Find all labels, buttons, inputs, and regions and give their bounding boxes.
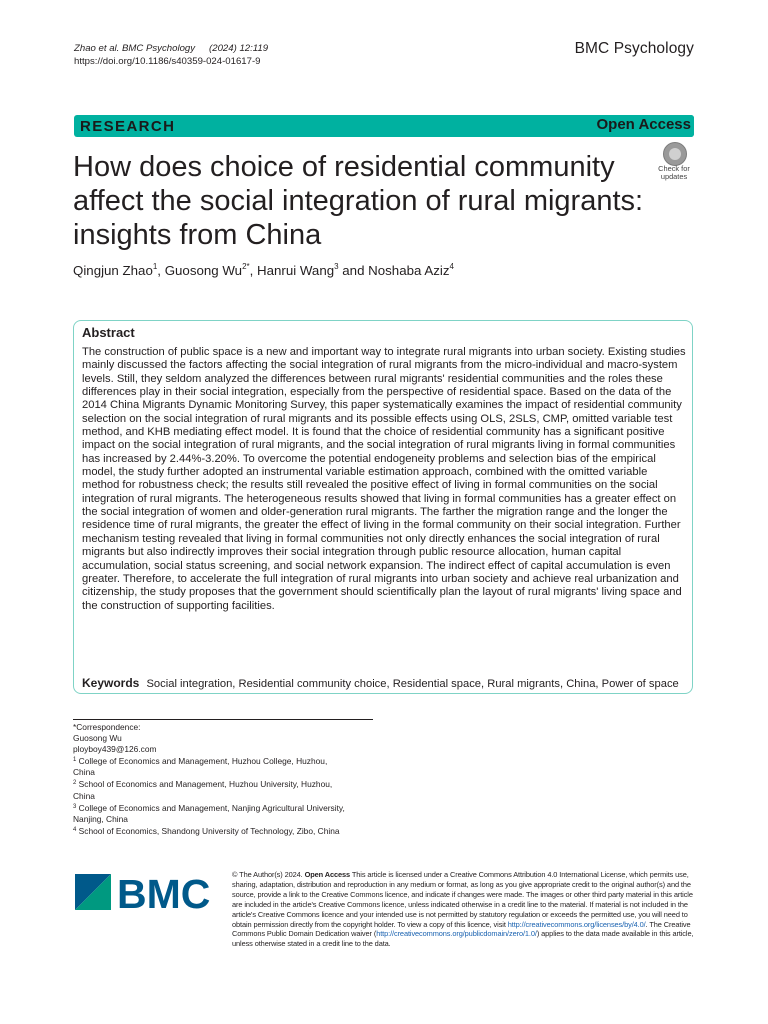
affiliation-1 bbox=[73, 755, 383, 767]
author-name[interactable]: Noshaba Aziz bbox=[368, 263, 450, 278]
author-name[interactable]: Guosong Wu bbox=[164, 263, 243, 278]
keywords-text: Social integration, Residential community choice, Residential space, Rural migrants, China, Power of space bbox=[146, 678, 679, 690]
license-body: This article is licensed under a Creative Commons Attribution 4.0 International License, which permits use, sharing, adaptation, distribution and reproduction in any medium or format, as long as you give appropriate credit to the original author(s) and the source, provide a link to the Creative Commons licence, and indicate if changes were made. The images or other third party material in this article are included in the article's Creative Commons licence, unless indicated otherwise in a credit line to the material. If material is not included in the article's Creative Commons licence and your intended use is not permitted by statutory regulation or exceeds the permitted use, you will need to obtain permission directly from the copyright holder. To view a copy of this licence, visit bbox=[232, 870, 693, 929]
author-name[interactable]: Qingjun Zhao bbox=[73, 263, 153, 278]
author-affiliation: 3 bbox=[334, 262, 339, 271]
citation-header bbox=[74, 42, 268, 68]
open-access-label: Open Access bbox=[589, 115, 695, 137]
journal-name: BMC Psychology bbox=[574, 40, 694, 57]
citation-authors: Zhao et al. BMC Psychology bbox=[74, 43, 196, 54]
correspondence-email[interactable]: ployboy439@126.com bbox=[73, 744, 157, 755]
keywords-label: Keywords bbox=[82, 676, 140, 690]
check-for-updates-badge[interactable] bbox=[652, 140, 696, 182]
author-affiliation: 1 bbox=[152, 262, 158, 271]
footnote-divider bbox=[73, 719, 373, 720]
footnotes bbox=[73, 722, 383, 837]
affiliation-2 bbox=[73, 778, 383, 790]
author-separator: , bbox=[157, 263, 165, 278]
check-updates-icon bbox=[663, 142, 687, 166]
correspondence-name: Guosong Wu bbox=[73, 733, 122, 744]
author-separator: , bbox=[249, 263, 258, 278]
affiliation-3 bbox=[73, 802, 383, 814]
author-affiliation: 2* bbox=[242, 262, 250, 271]
affiliation-2-cont: China bbox=[73, 790, 95, 801]
affiliation-4 bbox=[73, 825, 383, 837]
badge-line1: Check for bbox=[658, 164, 690, 173]
citation-year: (2024) 12:119 bbox=[209, 43, 269, 54]
affiliation-1-cont: China bbox=[73, 767, 95, 778]
correspondence-label: *Correspondence: bbox=[73, 722, 141, 732]
open-access-notice: Open Access bbox=[304, 870, 351, 879]
license-body-2: . The Creative Commons Public Domain Dedication waiver ( bbox=[232, 919, 691, 939]
doi-link[interactable]: https://doi.org/10.1186/s40359-024-01617-9 bbox=[74, 56, 261, 67]
author-separator: and bbox=[338, 263, 369, 278]
author-list bbox=[73, 262, 454, 278]
affiliation-3-cont: Nanjing, China bbox=[73, 813, 128, 824]
author-affiliation: 4 bbox=[449, 262, 454, 271]
affiliation-number: 3 bbox=[73, 803, 77, 810]
badge-line2: updates bbox=[660, 172, 688, 181]
author-name[interactable]: Hanrui Wang bbox=[257, 263, 335, 278]
affiliation-number: 4 bbox=[73, 826, 77, 833]
section-label: RESEARCH bbox=[80, 117, 176, 135]
public-domain-link[interactable]: http://creativecommons.org/publicdomain/zero/1.0/ bbox=[376, 929, 537, 939]
license-body-3: ) applies to the data made available in this article, unless otherwise stated in a credit line to the data. bbox=[232, 929, 694, 949]
affiliation-text: School of Economics, Shandong University of Technology, Zibo, China bbox=[78, 825, 340, 836]
bmc-logo-text: BMC bbox=[117, 872, 211, 912]
copyright-notice: © The Author(s) 2024. bbox=[232, 870, 303, 879]
abstract-heading: Abstract bbox=[82, 325, 135, 340]
license-link[interactable]: http://creativecommons.org/licenses/by/4.0/ bbox=[507, 919, 646, 929]
article-title: How does choice of residential community affect the social integration of rural migrants: insights from China bbox=[73, 151, 644, 251]
license-text bbox=[232, 870, 694, 949]
affiliation-text: School of Economics and Management, Huzhou University, Huzhou, bbox=[78, 779, 333, 790]
bmc-logo bbox=[75, 872, 215, 912]
affiliation-text: College of Economics and Management, Nanjing Agricultural University, bbox=[78, 802, 345, 813]
affiliation-text: College of Economics and Management, Huzhou College, Huzhou, bbox=[78, 756, 328, 767]
keywords bbox=[82, 676, 692, 690]
affiliation-number: 1 bbox=[73, 757, 77, 764]
affiliation-number: 2 bbox=[73, 780, 77, 787]
abstract-text: The construction of public space is a new and important way to integrate rural migrants into urban society. Existing studies mainly discussed the factors affecting the social integration of rural migrants from the micro-individual and macro-system levels. Still, they seldom analyzed the differences between rural migrants' residential communities and the roles these differences play in their social integration, especially from the perspective of residential space. Based on the data of the 2014 China Migrants Dynamic Monitoring Survey, this paper systematically examines the impact of residential community selection on the social integration of rural migrants and its possible effects using OLS, 2SLS, CMP, omitted variable test method, and KHB mediating effect model. It is found that the choice of residential community has a significant positive impact on the social integration of rural migrants, and the social integration of rural migrants living in formal communities has increased by 2.44%-3.20%. To overcome the potential endogeneity problems and selection bias of the empirical model, the study further adopted an instrumental variable estimation approach, combined with the omitted variable method for robustness check; the results still revealed the positive effect of living in formal communities on the social integration of rural migrants. The heterogeneous results showed that living in formal communities has a greater effect on the social integration of women and older-generation rural migrants. The farther the migration range and the longer the residence time of rural migrants, the greater the effect of living in the formal community on their social integration. Further mechanism testing revealed that living in formal communities not only directly enhances the social integration of rural migrants but also indirectly improves their social integration through public resource allocation, human capital accumulation, social status screening, and social network expansion. The indirect effect of capital accumulation is even greater. Therefore, to accelerate the full integration of rural migrants into urban society and achieve real urbanization and citizenship, the study proposes that the government should scientifically plan the layout of rural migrants' living space and the construction of supporting facilities. bbox=[82, 346, 686, 612]
